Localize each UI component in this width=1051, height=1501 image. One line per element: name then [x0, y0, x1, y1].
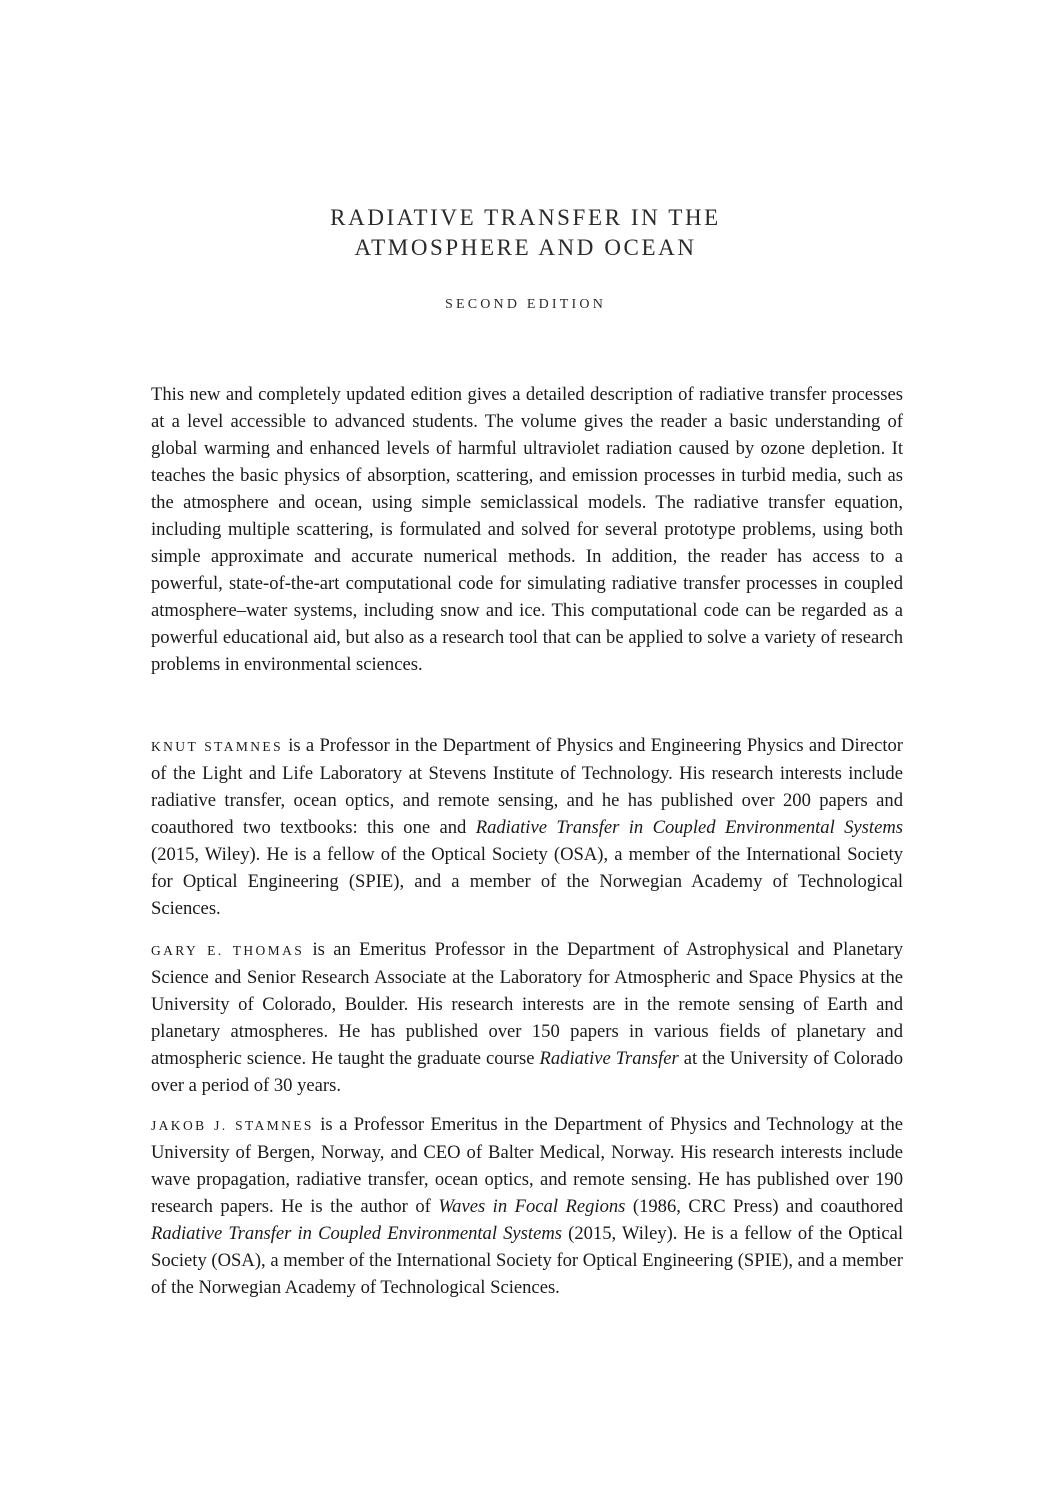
- edition-label: SECOND EDITION: [444, 297, 607, 312]
- author-bio-text: is a Professor Emeritus in the Department of Physics and Technology at the University of Bergen, Norway, and CEO of Balter Medical, Norway. His research interests include wave propagation, radiative transfer, ocean optics, and remote sensing. He has published over 190 research papers. He is the author of: [151, 1114, 903, 1217]
- title-line-2: ATMOSPHERE AND OCEAN: [354, 235, 697, 260]
- author-bio-text: is a Professor in the Department of Physics and Engineering Physics and Director of the Light and Life Laboratory at Stevens Institute of Technology. His research interests include radiative transfer, ocean optics, and remote sensing, and he has published over 200 papers and coauthored two textbooks: this one and: [151, 735, 903, 838]
- author-bio-text: is an Emeritus Professor in the Department of Astrophysical and Planetary Science and Senior Research Associate at the Laboratory for Atmospheric and Space Physics at the University of Colorado, Boulder. His research interests are in the remote sensing of Earth and planetary atmospheres. He has published over 150 papers in various fields of planetary and atmospheric science. He taught the graduate course: [151, 939, 903, 1069]
- book-reference: Radiative Transfer in Coupled Environmental Systems: [475, 817, 903, 838]
- author-name: JAKOB J. STAMNES: [151, 1118, 314, 1133]
- book-description: This new and completely updated edition gives a detailed description of radiative transfer processes at a level accessible to advanced students. The volume gives the reader a basic understanding of global warming and enhanced levels of harmful ultraviolet radiation caused by ozone depletion. It teaches the basic physics of absorption, scattering, and emission processes in turbid media, such as the atmosphere and ocean, using simple semiclassical models. The radiative transfer equation, including multiple scattering, is formulated and solved for several prototype problems, using both simple approximate and accurate numerical methods. In addition, the reader has access to a powerful, state-of-the-art computational code for simulating radiative transfer processes in coupled atmosphere–water systems, including snow and ice. This computational code can be regarded as a powerful educational aid, but also as a research tool that can be applied to solve a variety of research problems in environmental sciences.: [151, 384, 903, 675]
- author-bio-text: (1986, CRC Press) and coauthored: [625, 1196, 904, 1217]
- book-title: [0, 203, 1051, 263]
- book-reference: Radiative Transfer: [539, 1048, 679, 1069]
- author-bio-gary-thomas: [151, 936, 903, 1099]
- book-reference: Radiative Transfer in Coupled Environmental Systems: [151, 1223, 563, 1244]
- book-reference: Waves in Focal Regions: [438, 1196, 626, 1217]
- author-bio-knut-stamnes: [151, 732, 903, 922]
- author-bio-text: (2015, Wiley). He is a fellow of the Optical Society (OSA), a member of the International Society for Optical Engineering (SPIE), and a member of the Norwegian Academy of Technological Sciences.: [151, 844, 903, 919]
- author-bio-text: at the University of Colorado over a period of 30 years.: [151, 1048, 904, 1096]
- author-name: KNUT STAMNES: [151, 739, 283, 754]
- author-bio-jakob-stamnes: [151, 1111, 903, 1301]
- author-bio-text: (2015, Wiley). He is a fellow of the Optical Society (OSA), a member of the International Society for Optical Engineering (SPIE), and a member of the Norwegian Academy of Technological Sciences.: [151, 1223, 904, 1298]
- author-name: GARY E. THOMAS: [151, 943, 305, 958]
- title-line-1: RADIATIVE TRANSFER IN THE: [330, 205, 721, 230]
